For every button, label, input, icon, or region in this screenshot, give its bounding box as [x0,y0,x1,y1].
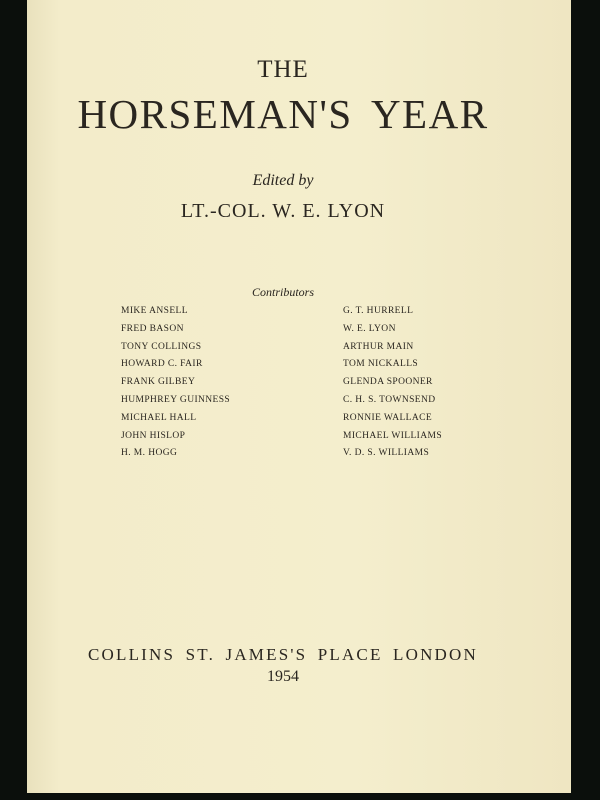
contributor: RONNIE WALLACE [343,412,433,423]
contributor: MIKE ANSELL [121,306,188,316]
contributor: HUMPHREY GUINNESS [121,394,231,405]
edited-by-label: Edited by [252,172,314,189]
contributor: MICHAEL HALL [121,412,197,423]
title-small: THE [257,56,309,83]
contributor: TOM NICKALLS [343,359,419,370]
contributor: V. D. S. WILLIAMS [343,448,430,459]
contributor: FRED BASON [121,323,184,334]
contributor: GLENDA SPOONER [343,377,433,388]
contributor: JOHN HISLOP [121,430,186,441]
contributor: HOWARD C. FAIR [121,359,203,370]
contributor: FRANK GILBEY [121,377,196,388]
book-title: HORSEMAN'S YEAR [77,91,489,137]
contributor: MICHAEL WILLIAMS [343,430,443,441]
contributor: H. M. HOGG [121,448,178,459]
contributor: TONY COLLINGS [121,341,202,352]
contributors-heading: Contributors [251,285,314,299]
contributors-left-column [121,306,230,466]
publisher: COLLINS ST. JAMES'S PLACE LONDON [88,645,478,664]
contributor: G. T. HURRELL [343,306,414,316]
contributor: W. E. LYON [343,323,396,334]
contributor: ARTHUR MAIN [343,341,414,352]
contributor: C. H. S. TOWNSEND [343,394,436,405]
contributors-right-column [343,306,442,466]
publication-year: 1954 [267,668,299,685]
editor-name: LT.-COL. W. E. LYON [180,200,386,222]
